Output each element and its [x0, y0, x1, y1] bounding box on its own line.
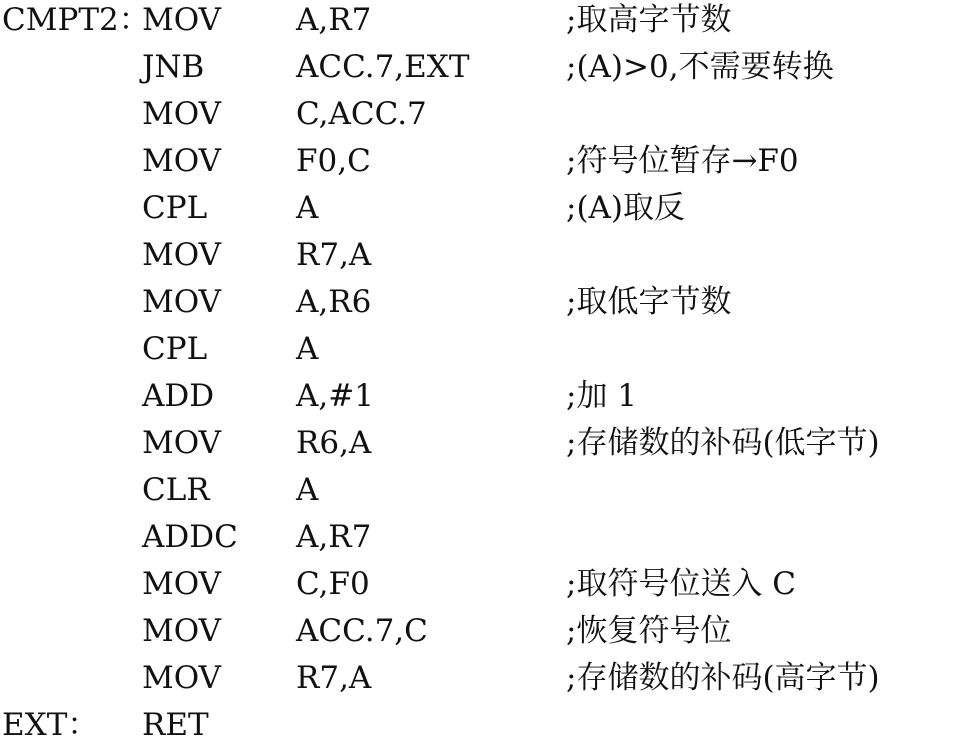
line-comment: ;恢复符号位	[566, 613, 732, 649]
line-opcode: JNB	[142, 49, 205, 85]
code-line-3	[0, 94, 962, 141]
code-line-10	[0, 423, 962, 470]
line-comment: ;取低字节数	[566, 284, 732, 320]
line-operands: R6,A	[296, 425, 372, 461]
line-opcode: MOV	[142, 143, 221, 179]
line-comment: ;存储数的补码(高字节)	[566, 660, 880, 696]
line-comment: ;存储数的补码(低字节)	[566, 425, 880, 461]
line-opcode: MOV	[142, 660, 221, 696]
line-comment: ;加 1	[566, 378, 638, 414]
line-opcode: CLR	[142, 472, 210, 508]
line-comment: ;(A)>0,不需要转换	[566, 49, 834, 85]
line-opcode: MOV	[142, 425, 221, 461]
line-operands: R7,A	[296, 237, 372, 273]
code-line-11	[0, 470, 962, 517]
code-line-4	[0, 141, 962, 188]
code-line-2	[0, 47, 962, 94]
line-operands: A	[296, 331, 319, 367]
line-opcode: MOV	[142, 2, 221, 38]
line-operands: A,#1	[296, 378, 374, 414]
code-line-6	[0, 235, 962, 282]
line-comment: ;符号位暂存→F0	[566, 143, 799, 179]
line-opcode: MOV	[142, 566, 221, 602]
line-operands: A	[296, 472, 319, 508]
line-operands: ACC.7,C	[296, 613, 428, 649]
line-opcode: CPL	[142, 190, 208, 226]
line-operands: ACC.7,EXT	[296, 49, 470, 85]
code-line-1	[0, 0, 962, 47]
line-opcode: ADD	[142, 378, 215, 414]
line-operands: F0,C	[296, 143, 371, 179]
line-operands: A,R7	[296, 519, 372, 555]
code-line-7	[0, 282, 962, 329]
code-line-12	[0, 517, 962, 564]
code-line-9	[0, 376, 962, 423]
line-opcode: MOV	[142, 613, 221, 649]
code-line-8	[0, 329, 962, 376]
line-comment: ;取符号位送入 C	[566, 566, 797, 602]
line-label: CMPT2：	[2, 2, 150, 38]
line-opcode: CPL	[142, 331, 208, 367]
line-label: EXT：	[2, 707, 99, 743]
line-operands: A,R6	[296, 284, 372, 320]
line-comment: ;(A)取反	[566, 190, 686, 226]
code-line-14	[0, 611, 962, 658]
line-operands: C,F0	[296, 566, 370, 602]
line-opcode: MOV	[142, 284, 221, 320]
line-operands: A	[296, 190, 319, 226]
code-line-5	[0, 188, 962, 235]
line-opcode: MOV	[142, 237, 221, 273]
line-opcode: MOV	[142, 96, 221, 132]
line-comment: ;取高字节数	[566, 2, 732, 38]
line-operands: R7,A	[296, 660, 372, 696]
line-opcode: ADDC	[142, 519, 238, 555]
code-line-15	[0, 658, 962, 705]
line-operands: C,ACC.7	[296, 96, 427, 132]
code-line-13	[0, 564, 962, 611]
line-opcode: RET	[142, 707, 209, 743]
line-operands: A,R7	[296, 2, 372, 38]
code-line-16	[0, 705, 962, 752]
